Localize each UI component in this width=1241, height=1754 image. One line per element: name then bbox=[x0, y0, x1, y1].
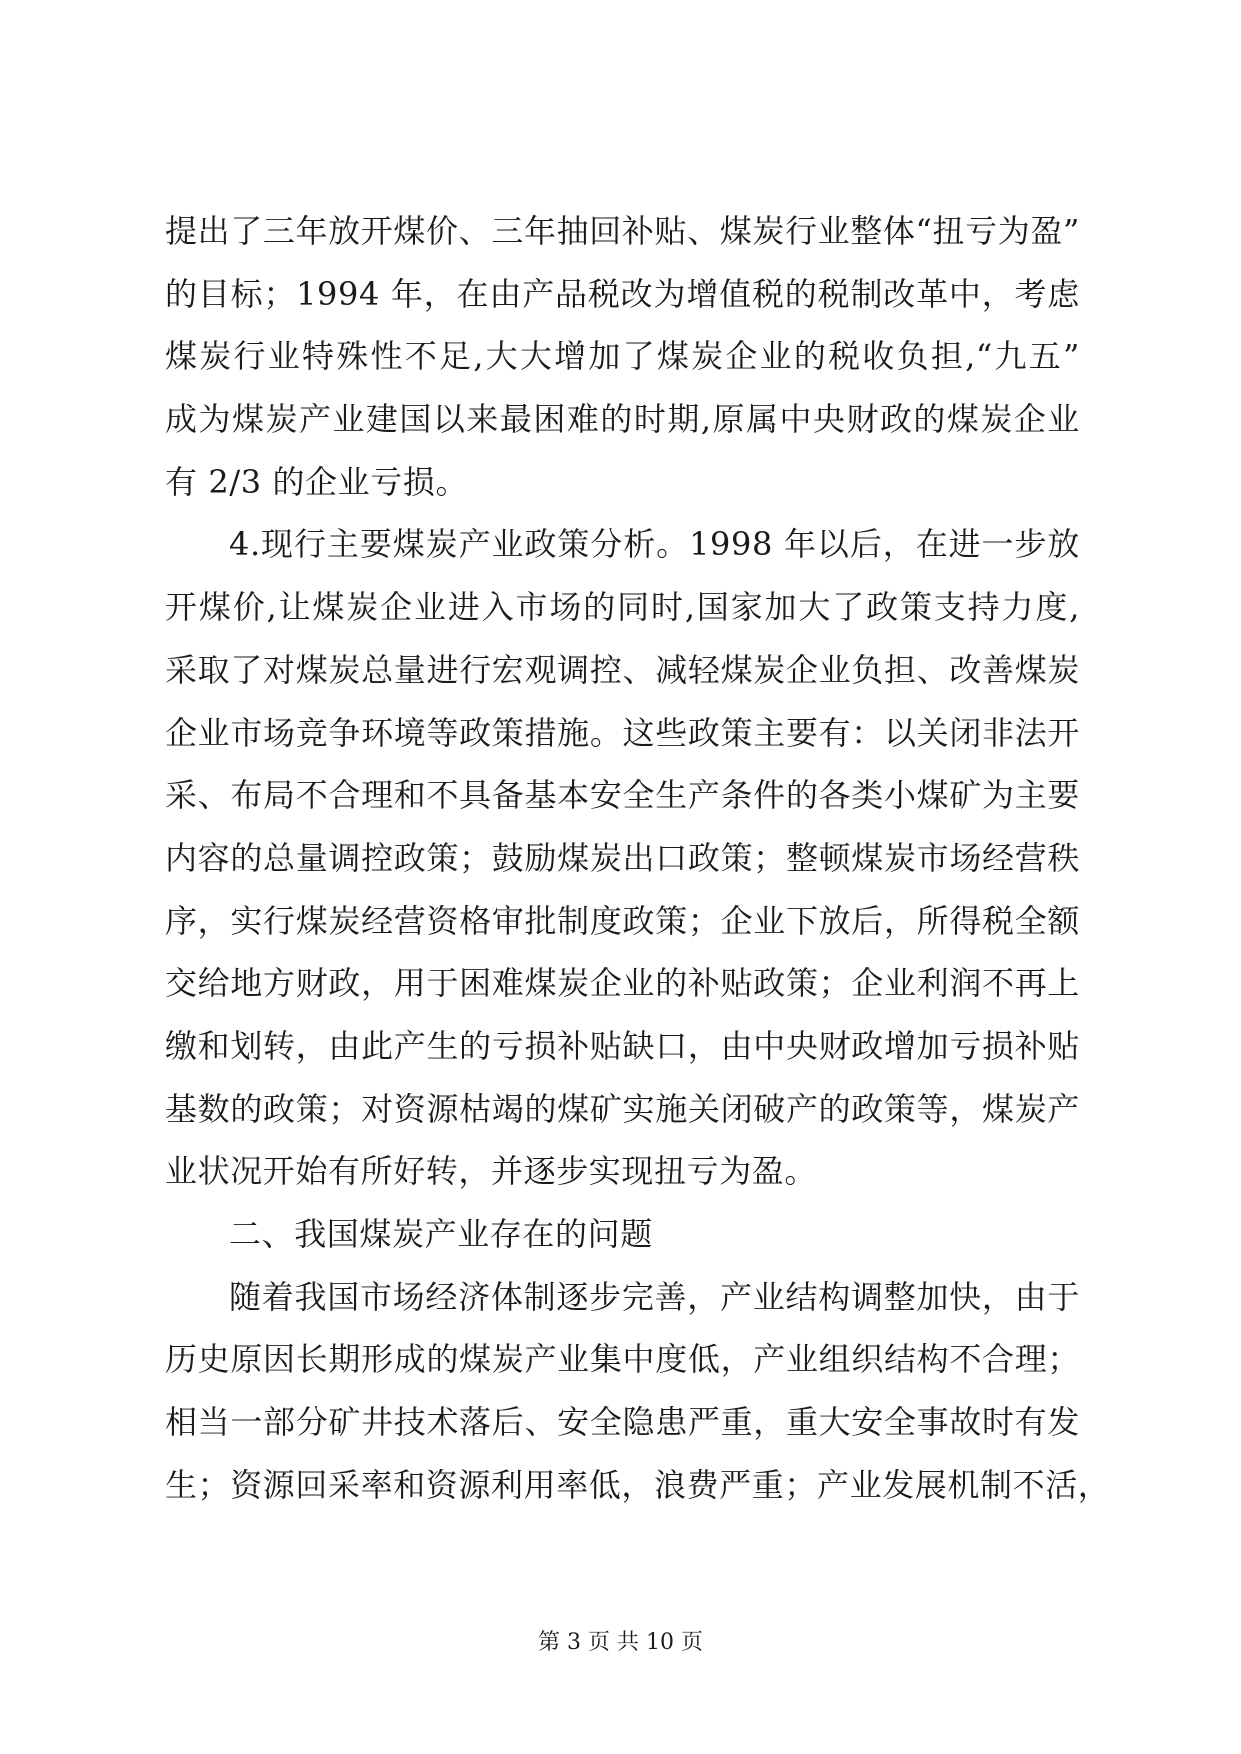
text-line: 成为煤炭产业建国以来最困难的时期,原属中央财政的煤炭企业 bbox=[165, 400, 1080, 439]
text-line: 有 2/3 的企业亏损。 bbox=[165, 462, 469, 501]
text-line: 历史原因长期形成的煤炭产业集中度低，产业组织结构不合理； bbox=[165, 1340, 1080, 1379]
text-line: 的目标；1994 年，在由产品税改为增值税的税制改革中，考虑 bbox=[165, 274, 1080, 313]
text-line: 缴和划转，由此产生的亏损补贴缺口，由中央财政增加亏损补贴 bbox=[165, 1026, 1080, 1065]
text-line: 业状况开始有所好转，并逐步实现扭亏为盈。 bbox=[165, 1152, 818, 1191]
text-line: 提出了三年放开煤价、三年抽回补贴、煤炭行业整体“扭亏为盈” bbox=[165, 212, 1080, 250]
page-number-footer: 第 3 页 共 10 页 bbox=[538, 1630, 703, 1655]
text-line: 序，实行煤炭经营资格审批制度政策；企业下放后，所得税全额 bbox=[165, 901, 1080, 940]
text-line: 企业市场竞争环境等政策措施。这些政策主要有：以关闭非法开 bbox=[165, 713, 1080, 752]
text-line: 基数的政策；对资源枯竭的煤矿实施关闭破产的政策等，煤炭产 bbox=[165, 1089, 1080, 1128]
body-text bbox=[165, 200, 1111, 1516]
text-line: 开煤价,让煤炭企业进入市场的同时,国家加大了政策支持力度, bbox=[165, 588, 1080, 627]
text-line: 采取了对煤炭总量进行宏观调控、减轻煤炭企业负担、改善煤炭 bbox=[165, 650, 1080, 689]
text-line: 交给地方财政，用于困难煤炭企业的补贴政策；企业利润不再上 bbox=[165, 964, 1080, 1003]
text-line: 内容的总量调控政策；鼓励煤炭出口政策；整顿煤炭市场经营秩 bbox=[165, 838, 1080, 877]
text-line: 煤炭行业特殊性不足,大大增加了煤炭企业的税收负担,“九五” bbox=[165, 337, 1080, 376]
text-line: 相当一部分矿井技术落后、安全隐患严重，重大安全事故时有发 bbox=[165, 1403, 1080, 1442]
paragraph-start: 随着我国市场经济体制逐步完善，产业结构调整加快，由于 bbox=[229, 1277, 1080, 1316]
section-heading-4: 4.现行主要煤炭产业政策分析。1998 年以后，在进一步放 bbox=[229, 525, 1080, 564]
text-line: 生；资源回采率和资源利用率低，浪费严重；产业发展机制不活， bbox=[165, 1465, 1111, 1504]
section-heading-2: 二、我国煤炭产业存在的问题 bbox=[229, 1215, 653, 1253]
text-line: 采、布局不合理和不具备基本安全生产条件的各类小煤矿为主要 bbox=[165, 776, 1080, 815]
